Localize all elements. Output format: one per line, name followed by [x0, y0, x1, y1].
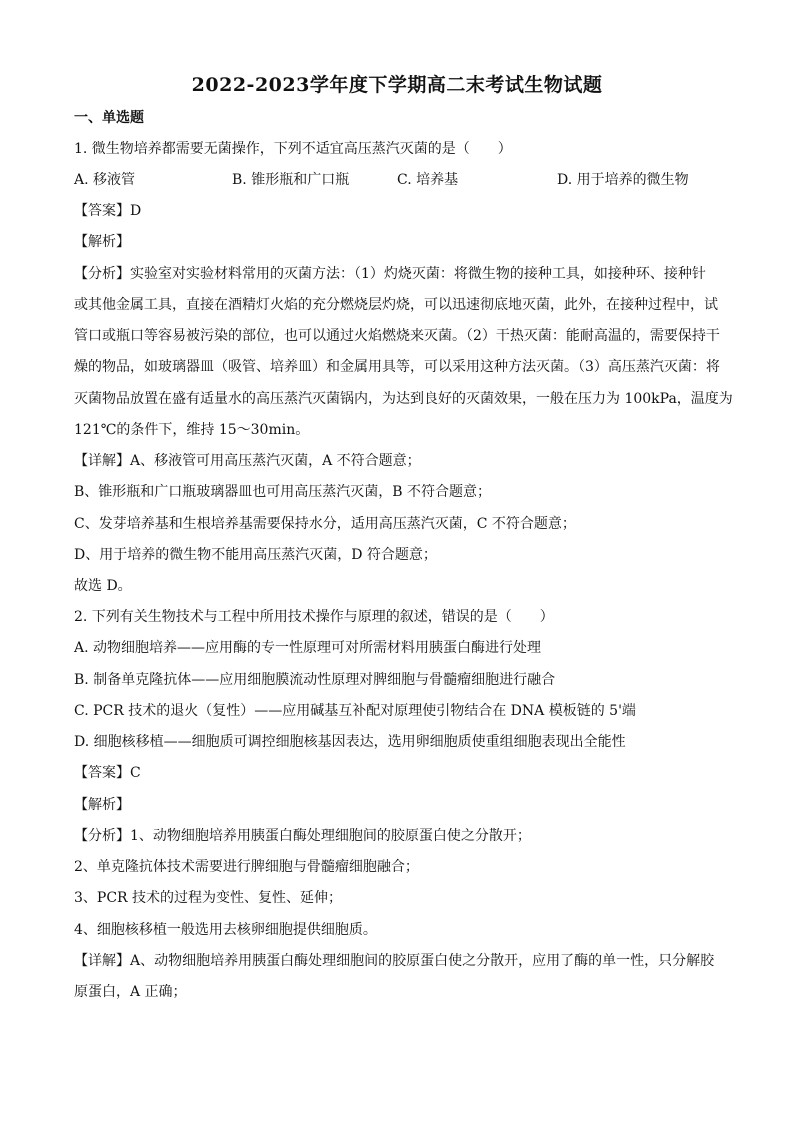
section-heading: 一、单选题: [74, 110, 144, 126]
q1-option-a: A. 移液管: [74, 172, 136, 188]
q2-option-b: B. 制备单克隆抗体——应用细胞膜流动性原理对脾细胞与骨髓瘤细胞进行融合: [74, 672, 556, 688]
q1-detail-line: 【详解】A、移液管可用高压蒸汽灭菌，A 不符合题意；: [74, 453, 421, 469]
q1-option-b: B. 锥形瓶和广口瓶: [232, 172, 350, 188]
q1-option-d: D. 用于培养的微生物: [557, 172, 689, 188]
q2-option-c: C. PCR 技术的退火（复性）——应用碱基互补配对原理使引物结合在 DNA 模板链的 5'端: [74, 703, 636, 719]
q2-option-d: D. 细胞核移植——细胞质可调控细胞核基因表达，选用卵细胞质使重组细胞表现出全能性: [74, 734, 626, 750]
q1-detail-line: C、发芽培养基和生根培养基需要保持水分，适用高压蒸汽灭菌，C 不符合题意；: [74, 516, 576, 532]
q1-detail-line: 故选 D。: [74, 578, 132, 594]
q1-analysis-line: 灭菌物品放置在盛有适量水的高压蒸汽灭菌锅内，为达到良好的灭菌效果，一般在压力为 100kPa，温度为: [74, 391, 733, 407]
q2-answer: 【答案】C: [74, 765, 141, 781]
q1-analysis-line: 或其他金属工具，直接在酒精灯火焰的充分燃烧层灼烧，可以迅速彻底地灭菌，此外，在接种过程中，试: [74, 297, 718, 313]
q2-analysis-line: 【分析】1、动物细胞培养用胰蛋白酶处理细胞间的胶原蛋白使之分散开；: [74, 828, 531, 844]
q2-analysis-line: 2、单克隆抗体技术需要进行脾细胞与骨髓瘤细胞融合；: [74, 859, 419, 875]
q1-analysis-line: 燥的物品，如玻璃器皿（吸管、培养皿）和金属用具等，可以采用这种方法灭菌。（3）高压蒸汽灭菌：将: [74, 359, 720, 375]
q2-detail-line: 原蛋白，A 正确；: [74, 984, 187, 1000]
question-1-stem: 1. 微生物培养都需要无菌操作，下列不适宜高压蒸汽灭菌的是（ ）: [74, 141, 512, 157]
page-title: 2022-2023学年度下学期高二末考试生物试题: [191, 74, 603, 96]
q1-analysis-line: 管口或瓶口等容易被污染的部位，也可以通过火焰燃烧来灭菌。（2）干热灭菌：能耐高温的，需要保持干: [74, 328, 720, 344]
q2-option-a: A. 动物细胞培养——应用酶的专一性原理可对所需材料用胰蛋白酶进行处理: [74, 640, 542, 656]
q1-detail-line: D、用于培养的微生物不能用高压蒸汽灭菌，D 符合题意；: [74, 547, 437, 563]
q1-detail-line: B、锥形瓶和广口瓶玻璃器皿也可用高压蒸汽灭菌，B 不符合题意；: [74, 484, 492, 500]
q1-analysis-line: 【分析】实验室对实验材料常用的灭菌方法：（1）灼烧灭菌：将微生物的接种工具，如接种环、接种针: [74, 266, 706, 282]
q1-answer: 【答案】D: [74, 203, 142, 219]
question-2-stem: 2. 下列有关生物技术与工程中所用技术操作与原理的叙述，错误的是（ ）: [74, 609, 554, 625]
q1-analysis-line: 121℃的条件下，维持 15～30min。: [74, 422, 310, 438]
q2-analysis-line: 4、细胞核移植一般选用去核卵细胞提供细胞质。: [74, 922, 377, 938]
q2-analysis-label: 【解析】: [74, 797, 130, 813]
q1-analysis-label: 【解析】: [74, 234, 130, 250]
q1-option-c: C. 培养基: [397, 172, 459, 188]
q2-detail-line: 【详解】A、动物细胞培养用胰蛋白酶处理细胞间的胶原蛋白使之分散开，应用了酶的单一性，只分解胶: [74, 953, 715, 969]
q2-analysis-line: 3、PCR 技术的过程为变性、复性、延伸；: [74, 890, 343, 906]
